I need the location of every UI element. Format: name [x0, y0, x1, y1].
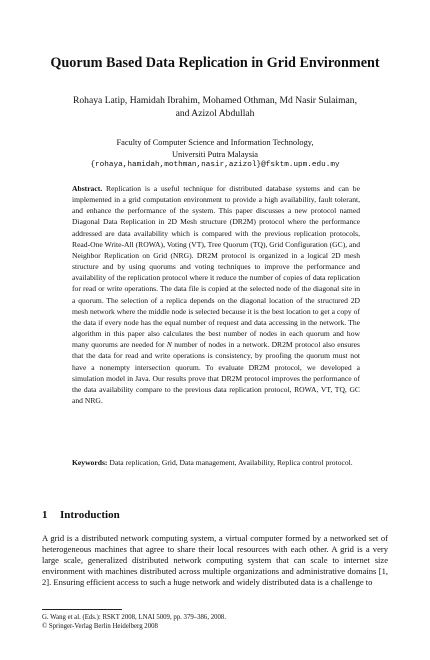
affiliation-block: [50, 137, 380, 172]
footer-copyright: © Springer-Verlag Berlin Heidelberg 2008: [42, 623, 158, 630]
affiliation-university: Universiti Putra Malaysia: [171, 149, 259, 159]
abstract-text: Replication is a useful technique for distributed database systems and can be implemented in a grid computation environment to provide a high availability, fault tolerant, and enhance the performance of the system. This paper discusses a new protocol named Diagonal Data Replication in 2D Mesh structure (DR2M) protocol where the performance addressed are data availability which is compared with the previous replication protocols, Read-One Write-All (ROWA), Voting (VT), Tree Quorum (TQ), Grid Configuration (GC), and Neighbor Replication on Grid (NRG). DR2M protocol is organized in a logical 2D mesh structure and by using quorums and voting techniques to improve the performance and availability of the replication protocol where it reduce the number of copies of data replication for read or write operations. The data file is copied at the selected node of the diagonal site in a quorum. The selection of a replica depends on the diagonal location of the structured 2D mesh network where the middle node is selected because it is the best location to get a copy of the data if every node has the equal number of request and data accessing in the network. The algorithm in this paper also calculates the best number of nodes in each quorum and how many quorums are needed for: [72, 184, 360, 350]
affiliation-faculty: Faculty of Computer Science and Information Technology,: [116, 138, 314, 147]
author-emails: {rohaya,hamidah,mothman,nasir,azizol}@fsktm.upm.edu.my: [90, 161, 340, 169]
section-title: Introduction: [60, 509, 120, 521]
introduction-paragraph: A grid is a distributed network computing system, a virtual computer formed by a networked set of heterogeneous machines that agree to share their local resources with each other. A grid is a very large scale, generalized distributed network computing system that can scale to internet size environment with machines distributed across multiple organizations and administrative domains [1, 2]. Ensuring efficient access to such a huge network and widely distributed data is a challenge to: [42, 533, 388, 588]
abstract-variable: N: [166, 340, 172, 350]
abstract-label: Abstract.: [72, 184, 103, 193]
author-list: [60, 94, 370, 120]
section-heading-introduction: [42, 508, 120, 522]
authors-line-2: and Azizol Abdullah: [175, 108, 255, 119]
keywords: [72, 457, 360, 468]
abstract: [72, 183, 360, 406]
footnote-rule: [42, 609, 122, 610]
paper-title: Quorum Based Data Replication in Grid Environment: [50, 55, 380, 71]
authors-line-1: Rohaya Latip, Hamidah Ibrahim, Mohamed Othman, Md Nasir Sulaiman,: [72, 95, 358, 106]
section-number: 1: [42, 509, 48, 521]
footer-citation: G. Wang et al. (Eds.): RSKT 2008, LNAI 5009, pp. 379–386, 2008.: [42, 614, 227, 621]
abstract-text-end: number of nodes in a network. DR2M protocol also ensures that the data for read and write operations is consistency, by proofing the quorum must not have a nonempty intersection quorum. To evaluate DR2M protocol, we developed a simulation model in Java. Our results prove that DR2M protocol improves the performance of the data availability compare to the previous data replication protocol, ROWA, VT, TQ, GC and NRG.: [72, 340, 360, 405]
keywords-label: Keywords:: [72, 458, 108, 467]
publication-footer: [42, 613, 382, 631]
keywords-text: Data replication, Grid, Data management, Availability, Replica control protocol.: [109, 458, 353, 467]
